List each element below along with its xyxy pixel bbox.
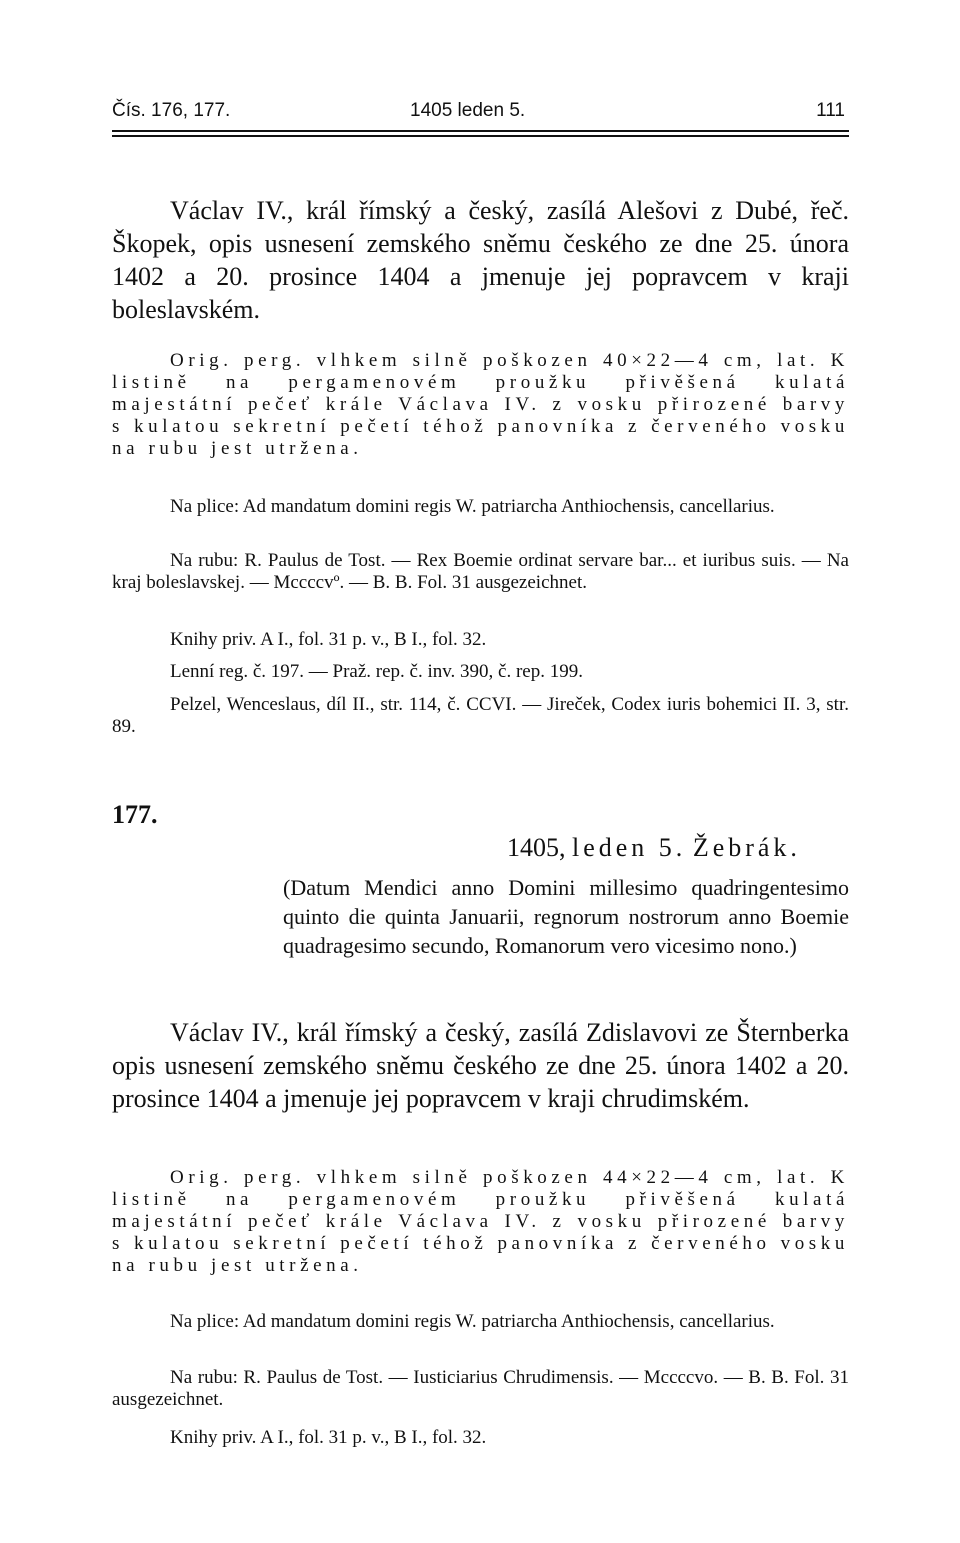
doc176-summary: Václav IV., král římský a český, zasílá Alešovi z Dubé, řeč. Škopek, opis usnesení zemského sněmu českého ze dne 25. února 1402 a 20. prosince 1404 a jmenuje jej popravcem v kraji boleslavském. [112,196,849,324]
doc177-original-description: Orig. perg. vlhkem silně poškozen 44×22—4 cm, lat. K listině na pergamenovém proužku přivěšená kulatá majestátní pečeť krále Václava IV. z vosku přirozené barvy s kulatou sekretní pečetí téhož panovníka z červeného vosku na rubu jest utržena. [112,1167,849,1276]
header-document-numbers: Čís. 176, 177. [112,100,231,121]
doc177-date-year: 1405, [507,833,566,862]
doc176-original-description: Orig. perg. vlhkem silně poškozen 40×22—4 cm, lat. K listině na pergamenovém proužku přivěšená kulatá majestátní pečeť krále Václava IV. z vosku přirozené barvy s kulatou sekretní pečetí téhož panovníka z červeného vosku na rubu jest utržena. [112,350,849,459]
doc177-number: 177. [112,800,158,829]
running-header [112,100,849,130]
doc176-fief-register: Lenní reg. č. 197. — Praž. rep. č. inv. 390, č. rep. 199. [170,661,583,682]
doc177-summary: Václav IV., král římský a český, zasílá Zdislavovi ze Šternberka opis usnesení zemského sněmu českého ze dne 25. února 1402 a 20. prosince 1404 a jmenuje jej popravcem v kraji chrudimském. [112,1018,849,1113]
doc177-place: Žebrák. [692,833,801,862]
header-rule-bottom [112,135,849,137]
doc176-plica-note: Na plice: Ad mandatum domini regis W. patriarcha Anthiochensis, cancellarius. [170,496,775,517]
doc177-date-day: leden 5. [572,833,687,862]
doc177-verso-note: Na rubu: R. Paulus de Tost. — Iusticiarius Chrudimensis. — Mccccvo. — B. B. Fol. 31 ausgezeichnet. [112,1367,849,1410]
doc177-dateline [507,833,801,863]
doc176-register-books: Knihy priv. A I., fol. 31 p. v., B I., fol. 32. [170,629,487,650]
doc177-register-books: Knihy priv. A I., fol. 31 p. v., B I., fol. 32. [170,1427,487,1448]
header-date: 1405 leden 5. [410,100,526,121]
doc176-verso-note: Na rubu: R. Paulus de Tost. — Rex Boemie ordinat servare bar... et iuribus suis. — Na kraj boleslavskej. — Mccccvº. — B. B. Fol. 31 ausgezeichnet. [112,550,849,593]
doc177-datum-clause: (Datum Mendici anno Domini millesimo quadringentesimo quinto die quinta Januarii, regnorum nostrorum anno Boemie quadragesimo secundo, Romanorum vero vicesimo nono.) [283,875,849,958]
header-page-number: 111 [816,100,845,121]
doc177-plica-note: Na plice: Ad mandatum domini regis W. patriarcha Anthiochensis, cancellarius. [170,1311,775,1332]
doc176-literature: Pelzel, Wenceslaus, díl II., str. 114, č. CCVI. — Jireček, Codex iuris bohemici II. 3, str. 89. [112,694,849,737]
header-rule-top [112,130,849,132]
